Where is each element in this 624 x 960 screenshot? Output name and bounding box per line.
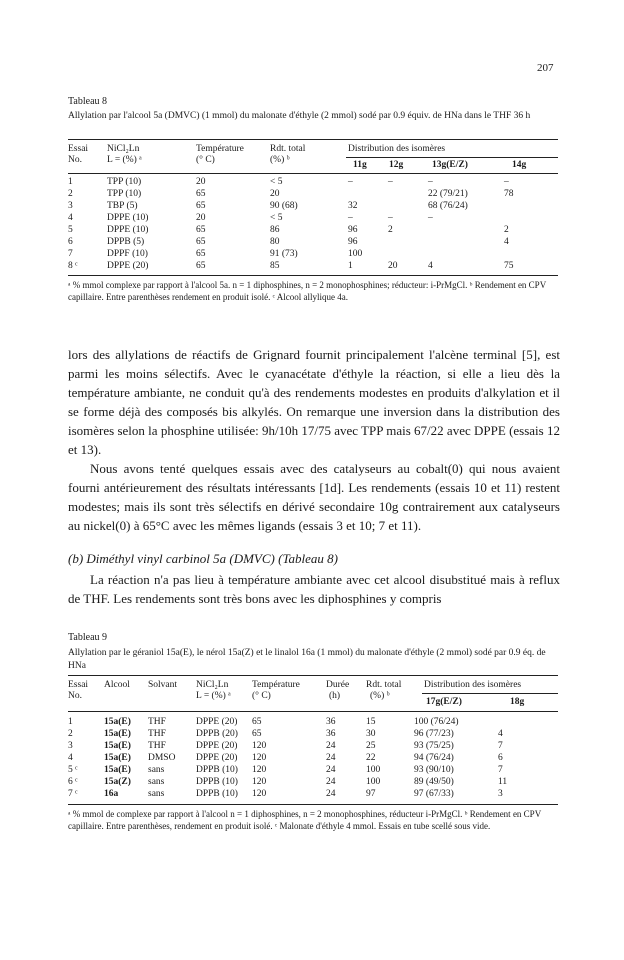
cell-rdt: 25 <box>366 741 376 751</box>
body-paragraph-2: Nous avons tenté quelques essais avec des catalyseurs au cobalt(0) qui nous avaient fourni antérieurement des résultats intéressants [1d]. Les rendements (essais 10 et 11) restent modestes; mais ils sont très sélectifs en dérivé secondaire 10g contrairement aux catalyseurs au nickel(0) à 65°C avec les mêmes ligands (essais 3 et 10; 7 et 11). <box>68 461 560 533</box>
cell-c18g <box>498 716 558 728</box>
cell-c13g <box>428 224 504 236</box>
t8-header-no: No. <box>68 155 82 165</box>
cell-duree: 24 <box>326 753 336 763</box>
cell-rdt: < 5 <box>270 213 283 223</box>
body-paragraph-3: La réaction n'a pas lieu à température ambiante avec cet alcool disubstitué mais à reflux de THF. Les rendements sont très bons avec les diphosphines y compris <box>68 572 560 606</box>
table8-header-rule <box>68 173 558 174</box>
cell-solvant: sans <box>148 765 165 775</box>
cell-essai: 3 <box>68 741 73 751</box>
cell-ligand: DPPB (10) <box>196 765 238 775</box>
t8-header-essai: Essai <box>68 144 89 154</box>
cell-c12g: 2 <box>388 225 393 235</box>
cell-c13g: – <box>428 177 433 187</box>
cell-rdt: 90 (68) <box>270 201 298 211</box>
cell-ligand: DPPB (20) <box>196 729 238 739</box>
table8-body <box>68 176 558 272</box>
cell-rdt: < 5 <box>270 177 283 187</box>
t9-header-solvant: Solvant <box>148 680 178 690</box>
table-row <box>68 728 558 740</box>
cell-temp: 65 <box>196 189 206 199</box>
cell-c14g <box>504 248 558 260</box>
cell-temp: 65 <box>252 717 262 727</box>
table-row <box>68 248 558 260</box>
cell-alcool: 15a(E) <box>104 753 131 763</box>
cell-essai: 6 <box>68 237 73 247</box>
cell-c11g: – <box>348 177 353 187</box>
t8-header-temp-unit: (° C) <box>196 155 215 165</box>
cell-c13g: – <box>428 213 433 223</box>
cell-ligand: DPPF (10) <box>107 249 148 259</box>
cell-c14g: 4 <box>504 237 509 247</box>
cell-ligand: DPPE (10) <box>107 213 149 223</box>
section-heading: (b) Diméthyl vinyl carbinol 5a (DMVC) (Tableau 8) <box>68 551 338 566</box>
t9-header-temp: Température <box>252 680 300 690</box>
cell-temp: 65 <box>196 249 206 259</box>
cell-temp: 20 <box>196 177 206 187</box>
table8-footnote: ᵃ % mmol complexe par rapport à l'alcool 5a. n = 1 diphosphines, n = 2 monophosphines; réducteur: i-PrMgCl. ᵇ Rendement en CPV capillaire. Entre parenthèses rendement en produit isolé. ᶜ Alcool allylique 4a. <box>68 280 547 302</box>
cell-alcool: 15a(E) <box>104 717 131 727</box>
cell-duree: 36 <box>326 729 336 739</box>
cell-rdt: 91 (73) <box>270 249 298 259</box>
table-row <box>68 740 558 752</box>
cell-alcool: 15a(E) <box>104 765 131 775</box>
cell-ligand: DPPE (10) <box>107 225 149 235</box>
cell-essai: 4 <box>68 213 73 223</box>
cell-ligand: DPPB (10) <box>196 789 238 799</box>
table-row <box>68 200 558 212</box>
cell-c14g: – <box>504 177 509 187</box>
cell-c13g: 68 (76/24) <box>428 201 468 211</box>
cell-alcool: 16a <box>104 789 119 799</box>
t9-header-lpct: L = (%) ᵃ <box>196 691 231 701</box>
table-row <box>68 788 558 800</box>
cell-essai: 3 <box>68 201 73 211</box>
cell-essai: 4 <box>68 753 73 763</box>
table-row <box>68 224 558 236</box>
cell-solvant: THF <box>148 729 166 739</box>
cell-c18g: 3 <box>498 789 503 799</box>
cell-c17g: 89 (49/50) <box>414 777 454 787</box>
cell-c17g: 97 (67/33) <box>414 789 454 799</box>
table9-body <box>68 716 558 800</box>
t8-header-14g: 14g <box>512 160 527 170</box>
body-paragraph-block-1 <box>68 345 560 535</box>
table9-title: Tableau 9 <box>68 632 108 643</box>
t9-header-distribution: Distribution des isomères <box>424 680 522 690</box>
t9-header-essai: Essai <box>68 680 89 690</box>
cell-rdt: 20 <box>270 189 280 199</box>
cell-c14g <box>504 200 558 212</box>
cell-alcool: 15a(Z) <box>104 777 131 787</box>
table9-footnote: ᵃ % mmol de complexe par rapport à l'alcool n = 1 diphosphines, n = 2 monophosphines, réducteur i-PrMgCl. ᵇ Rendement en CPV capillaire. Entre parenthèses, rendement en produit isolé. ᶜ Malonate d'éthyle 4 mmol. Essais en tube scellé sous vide. <box>68 809 542 831</box>
cell-temp: 20 <box>196 213 206 223</box>
t8-header-nicl: NiCl₂Ln <box>107 144 140 154</box>
cell-c13g <box>428 236 504 248</box>
cell-solvant: THF <box>148 717 166 727</box>
cell-duree: 24 <box>326 777 336 787</box>
cell-c12g: – <box>388 177 393 187</box>
t9-header-alcool: Alcool <box>104 680 130 690</box>
cell-temp: 65 <box>252 729 262 739</box>
cell-c11g: 1 <box>348 261 353 271</box>
table8-caption: Allylation par l'alcool 5a (DMVC) (1 mmol) du malonate d'éthyle (2 mmol) sodé par 0.9 équiv. de HNa dans le THF 36 h <box>68 111 531 121</box>
cell-solvant: DMSO <box>148 753 176 763</box>
t9-header-rdt-unit: (%) ᵇ <box>370 691 390 701</box>
cell-rdt: 85 <box>270 261 280 271</box>
table9-header-rule <box>68 711 422 712</box>
cell-rdt: 22 <box>366 753 376 763</box>
cell-essai: 8 ᶜ <box>68 261 78 271</box>
t8-header-lpct: L = (%) ᵃ <box>107 155 142 165</box>
cell-essai: 1 <box>68 717 73 727</box>
cell-c17g: 94 (76/24) <box>414 753 454 763</box>
cell-temp: 65 <box>196 225 206 235</box>
t9-distribution-rule <box>422 693 558 694</box>
t8-header-distribution: Distribution des isomères <box>348 144 446 154</box>
cell-rdt: 100 <box>366 765 381 775</box>
t9-header-duree-unit: (h) <box>329 691 341 701</box>
cell-essai: 1 <box>68 177 73 187</box>
cell-c14g: 75 <box>504 261 514 271</box>
table-row <box>68 716 558 728</box>
cell-essai: 7 <box>68 249 73 259</box>
t8-header-rdt: Rdt. total <box>270 144 306 154</box>
cell-temp: 120 <box>252 765 267 775</box>
cell-duree: 24 <box>326 765 336 775</box>
cell-duree: 24 <box>326 789 336 799</box>
cell-essai: 5 <box>68 225 73 235</box>
cell-essai: 6 ᶜ <box>68 777 78 787</box>
cell-ligand: DPPB (5) <box>107 237 145 247</box>
cell-c11g: 96 <box>348 237 358 247</box>
cell-duree: 24 <box>326 741 336 751</box>
cell-ligand: DPPE (20) <box>196 753 238 763</box>
table8-top-rule <box>68 139 558 140</box>
cell-solvant: THF <box>148 741 166 751</box>
t9-header-temp-unit: (° C) <box>252 691 271 701</box>
body-paragraph-block-2 <box>68 570 560 608</box>
cell-c12g: 20 <box>388 261 398 271</box>
cell-c18g: 11 <box>498 777 508 787</box>
cell-alcool: 15a(E) <box>104 729 131 739</box>
t9-header-rdt: Rdt. total <box>366 680 402 690</box>
cell-c18g: 4 <box>498 729 503 739</box>
t9-header-no: No. <box>68 691 82 701</box>
t9-header-duree: Durée <box>326 680 350 690</box>
cell-c18g: 6 <box>498 753 503 763</box>
t8-header-11g: 11g <box>353 160 367 170</box>
table9-caption: Allylation par le géraniol 15a(E), le nérol 15a(Z) et le linalol 16a (1 mmol) du malonate d'éthyle (2 mmol) sodé par 0.9 éq. de HNa <box>68 648 546 671</box>
cell-ligand: DPPE (20) <box>196 741 238 751</box>
t8-header-13g: 13g(E/Z) <box>432 160 468 170</box>
table-row <box>68 188 558 200</box>
cell-c14g: 2 <box>504 225 509 235</box>
cell-ligand: DPPE (20) <box>107 261 149 271</box>
cell-essai: 7 ᶜ <box>68 789 78 799</box>
t9-subheader-rule <box>422 711 558 712</box>
cell-c13g: 4 <box>428 261 433 271</box>
cell-ligand: DPPB (10) <box>196 777 238 787</box>
cell-c11g <box>348 188 388 200</box>
table-row <box>68 236 558 248</box>
t8-distribution-rule <box>346 157 558 158</box>
t9-header-nicl: NiCl₂Ln <box>196 680 229 690</box>
table-row <box>68 176 558 188</box>
cell-c11g: 96 <box>348 225 358 235</box>
cell-c11g: 100 <box>348 249 363 259</box>
cell-solvant: sans <box>148 789 165 799</box>
cell-alcool: 15a(E) <box>104 741 131 751</box>
cell-ligand: DPPE (20) <box>196 717 238 727</box>
table-row <box>68 260 558 272</box>
table-row <box>68 776 558 788</box>
table-row <box>68 212 558 224</box>
cell-duree: 36 <box>326 717 336 727</box>
cell-ligand: TBP (5) <box>107 201 138 211</box>
cell-c17g: 96 (77/23) <box>414 729 454 739</box>
table9-top-rule <box>68 675 558 676</box>
cell-temp: 120 <box>252 741 267 751</box>
cell-c14g: 78 <box>504 189 514 199</box>
cell-c12g <box>388 200 428 212</box>
table8-title: Tableau 8 <box>68 96 108 107</box>
cell-c12g <box>388 188 428 200</box>
cell-c17g: 100 (76/24) <box>414 717 459 727</box>
cell-c17g: 93 (90/10) <box>414 765 454 775</box>
t8-header-temp: Température <box>196 144 244 154</box>
cell-temp: 65 <box>196 261 206 271</box>
t8-header-rdt-unit: (%) ᵇ <box>270 155 290 165</box>
cell-rdt: 86 <box>270 225 280 235</box>
cell-essai: 5 ᶜ <box>68 765 78 775</box>
cell-temp: 120 <box>252 789 267 799</box>
cell-c14g <box>504 212 558 224</box>
cell-c18g: 7 <box>498 741 503 751</box>
cell-c12g <box>388 248 428 260</box>
cell-c12g <box>388 236 428 248</box>
cell-ligand: TPP (10) <box>107 189 142 199</box>
cell-c11g: 32 <box>348 201 358 211</box>
cell-solvant: sans <box>148 777 165 787</box>
cell-temp: 120 <box>252 777 267 787</box>
table-row <box>68 752 558 764</box>
page-number: 207 <box>537 62 554 74</box>
cell-c12g: – <box>388 213 393 223</box>
cell-essai: 2 <box>68 189 73 199</box>
table-row <box>68 764 558 776</box>
body-paragraph-1: lors des allylations de réactifs de Grignard fournit principalement l'alcène terminal [5], est parmi les moins sélectifs. Avec le cyanacétate d'éthyle la réaction, si elle a lieu dès la température ambiante, ne conduit qu'à des rendements modestes en produits d'alkylation et il se forme déjà des composés bis alkylés. On remarque une inversion dans la distribution des isomères selon la phosphine utilisée: 9h/10h 17/75 avec TPP mais 67/22 avec DPPE (essais 12 et 13). <box>68 347 560 457</box>
cell-c13g <box>428 248 504 260</box>
cell-rdt: 100 <box>366 777 381 787</box>
t8-header-12g: 12g <box>389 160 404 170</box>
cell-c11g: – <box>348 213 353 223</box>
cell-temp: 120 <box>252 753 267 763</box>
cell-rdt: 30 <box>366 729 376 739</box>
cell-temp: 65 <box>196 237 206 247</box>
cell-rdt: 97 <box>366 789 376 799</box>
cell-rdt: 80 <box>270 237 280 247</box>
table9-bottom-rule <box>68 804 558 805</box>
cell-essai: 2 <box>68 729 73 739</box>
t9-header-17g: 17g(E/Z) <box>426 697 462 707</box>
cell-c13g: 22 (79/21) <box>428 189 468 199</box>
cell-temp: 65 <box>196 201 206 211</box>
cell-rdt: 15 <box>366 717 376 727</box>
table8-bottom-rule <box>68 275 558 276</box>
cell-ligand: TPP (10) <box>107 177 142 187</box>
cell-c17g: 93 (75/25) <box>414 741 454 751</box>
cell-c18g: 7 <box>498 765 503 775</box>
t9-header-18g: 18g <box>510 697 525 707</box>
